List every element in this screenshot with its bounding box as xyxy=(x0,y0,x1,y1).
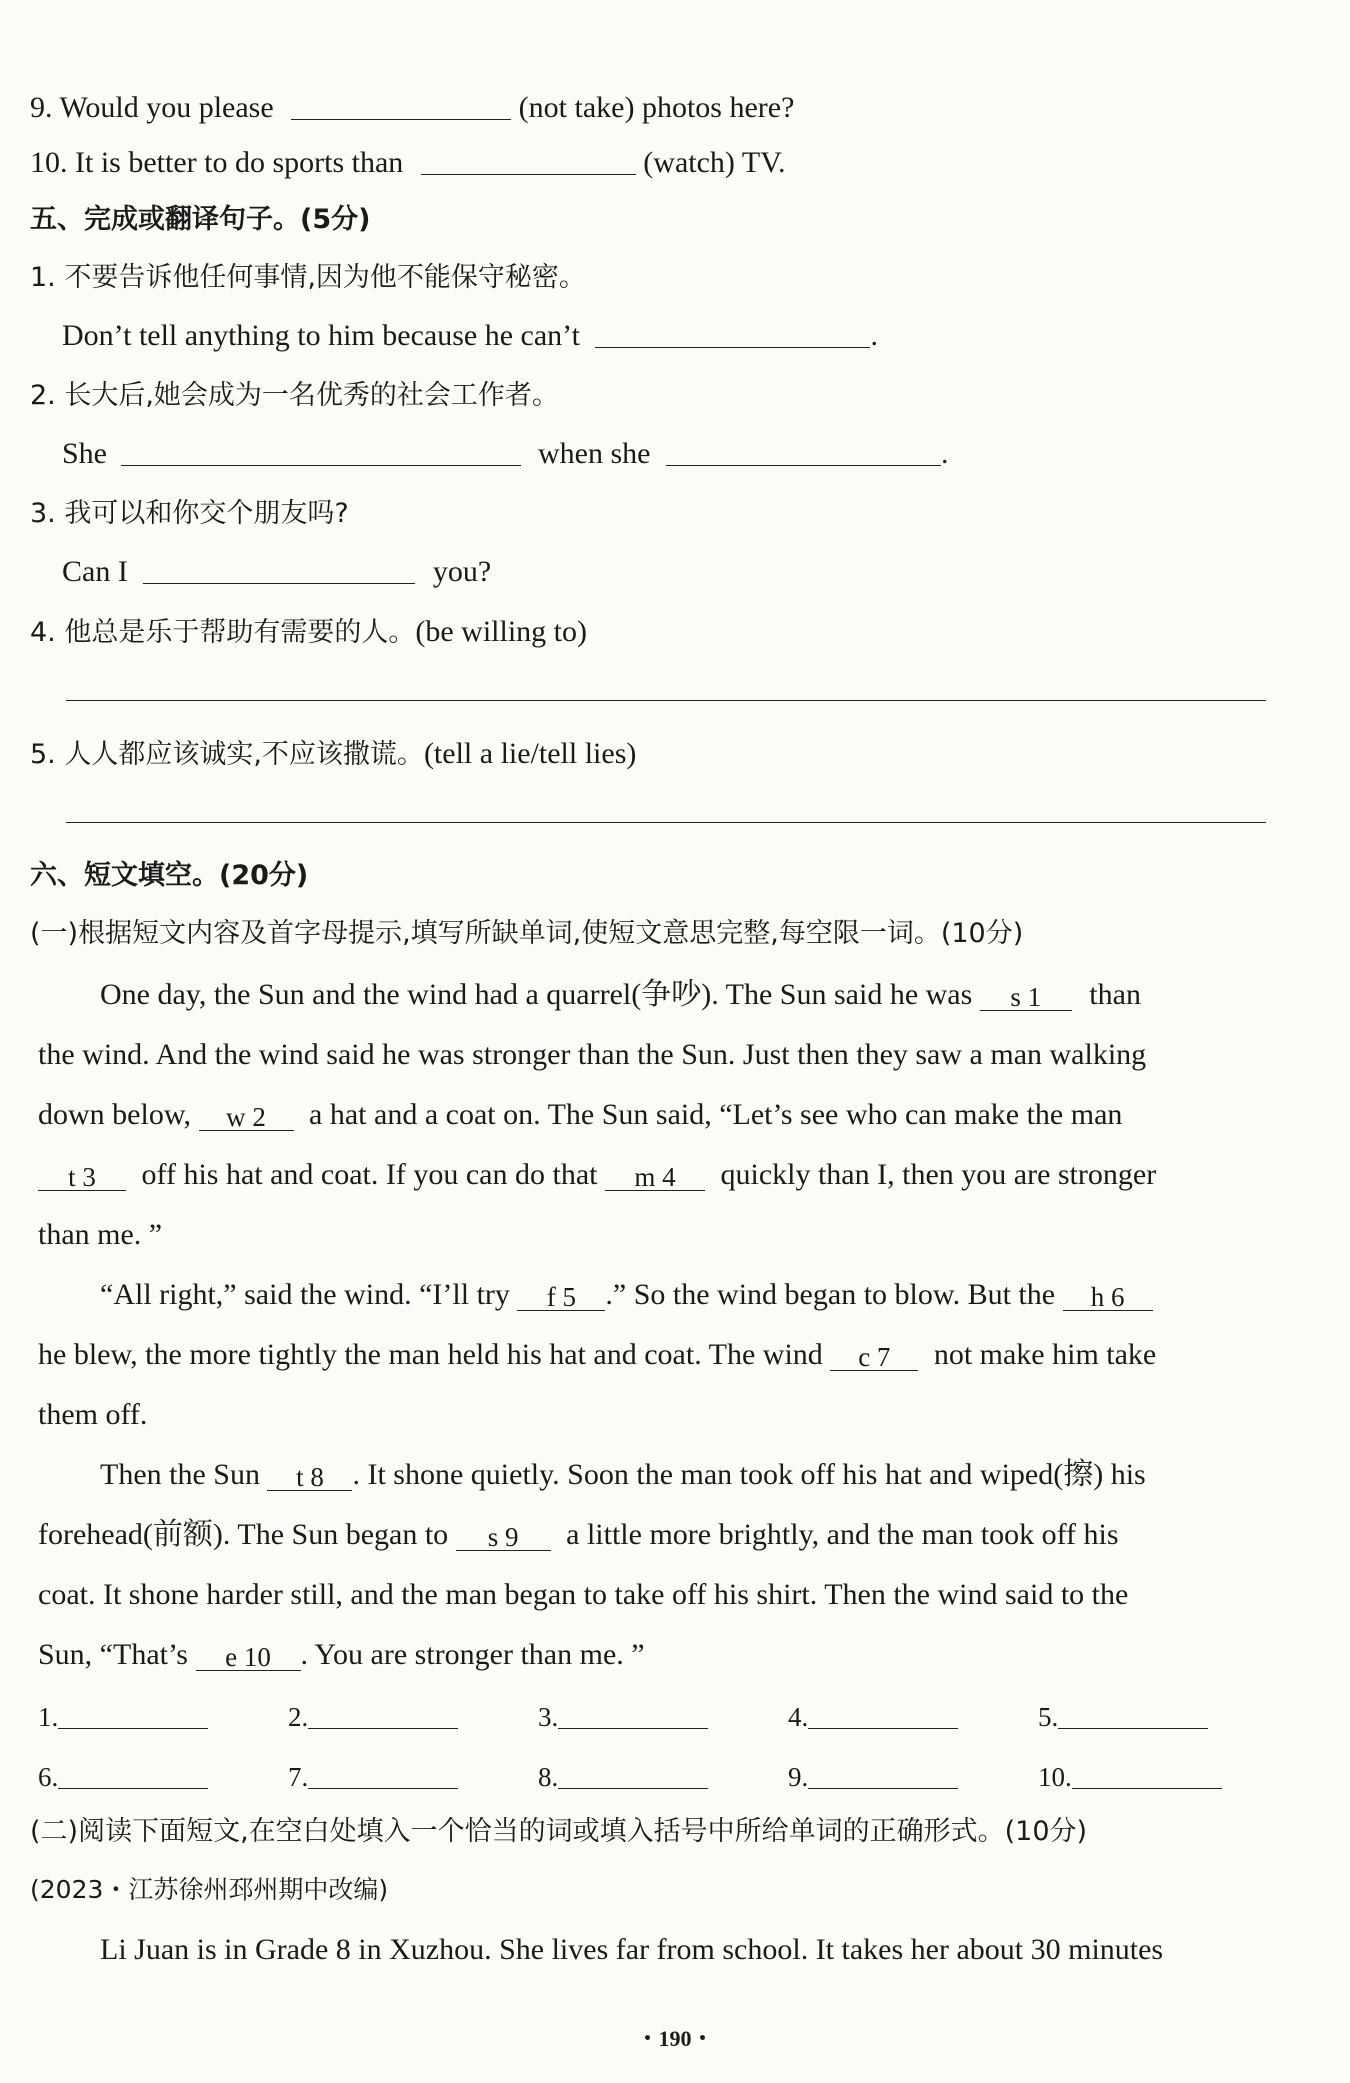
passage-l10b: a little more brightly, and the man took off his xyxy=(566,1518,1119,1551)
answer-line-t5[interactable] xyxy=(66,822,1266,823)
t4-chinese: 4. 他总是乐于帮助有需要的人。 xyxy=(30,617,416,648)
answer-label: 7. xyxy=(288,1762,309,1792)
answer-item[interactable] xyxy=(1038,1757,1222,1793)
answer-label: 8. xyxy=(538,1762,559,1792)
passage-blank-9[interactable]: s 9 xyxy=(456,1520,551,1551)
q10-hint: (watch) TV. xyxy=(643,146,786,179)
passage-blank-2[interactable]: w 2 xyxy=(199,1100,294,1131)
answer-item[interactable] xyxy=(538,1697,708,1733)
answer-item[interactable] xyxy=(788,1757,958,1793)
passage-line-4 xyxy=(38,1155,1350,1195)
passage-l4a: off his hat and coat. If you can do that xyxy=(141,1158,598,1191)
passage-l3a: down below, xyxy=(38,1098,192,1131)
answer-blank[interactable] xyxy=(58,1760,208,1789)
translation-2-english xyxy=(62,434,1350,474)
answer-label: 3. xyxy=(538,1702,559,1732)
answer-blank[interactable] xyxy=(558,1760,708,1789)
passage-l9b: . It shone quietly. Soon the man took off his hat and wiped(擦) his xyxy=(352,1458,1146,1491)
passage-line-5: than me. ” xyxy=(38,1218,163,1251)
answer-blank-t2-b[interactable] xyxy=(666,437,941,466)
answer-blank-t2-a[interactable] xyxy=(121,437,521,466)
passage-blank-3[interactable]: t 3 xyxy=(38,1160,126,1191)
passage-l10a: forehead(前额). The Sun began to xyxy=(38,1518,449,1551)
q9-text: 9. Would you please xyxy=(30,91,274,124)
part2-passage-line-1: Li Juan is in Grade 8 in Xuzhou. She lives far from school. It takes her about 30 minutes xyxy=(100,1933,1164,1966)
q9-hint: (not take) photos here? xyxy=(518,91,795,124)
t2-end: . xyxy=(940,437,949,470)
t5-hint: (tell a lie/tell lies) xyxy=(423,737,637,770)
answer-blank-q9[interactable] xyxy=(291,91,511,120)
passage-line-9 xyxy=(100,1455,1350,1495)
section-5-title: 五、完成或翻译句子。(5分) xyxy=(30,204,371,235)
passage-l1a: One day, the Sun and the wind had a quarrel(争吵). The Sun said he was xyxy=(100,978,973,1011)
t1-prefix: Don’t tell anything to him because he can’t xyxy=(62,319,580,352)
answer-label: 6. xyxy=(38,1762,59,1792)
passage-line-8: them off. xyxy=(38,1398,148,1431)
answer-blank[interactable] xyxy=(1058,1700,1208,1729)
t4-hint: (be willing to) xyxy=(415,615,587,648)
passage-line-12 xyxy=(38,1635,1350,1675)
answer-label: 1. xyxy=(38,1702,59,1732)
answer-label: 10. xyxy=(1038,1762,1072,1792)
t2-when-she: when she xyxy=(538,437,651,470)
answer-item[interactable] xyxy=(38,1757,208,1793)
t3-can-i: Can I xyxy=(62,555,128,588)
passage-line-2: the wind. And the wind said he was stronger than the Sun. Just then they saw a man walking xyxy=(38,1038,1147,1071)
passage-blank-10[interactable]: e 10 xyxy=(196,1640,301,1671)
passage-line-1 xyxy=(100,975,1350,1015)
passage-l7b: not make him take xyxy=(933,1338,1157,1371)
section-6-part2-title: (二)阅读下面短文,在空白处填入一个恰当的词或填入括号中所给单词的正确形式。(10分) xyxy=(30,1816,1088,1847)
page-number: ・190・ xyxy=(636,2026,714,2051)
part2-source: (2023・江苏徐州邳州期中改编) xyxy=(30,1875,389,1904)
passage-l12b: . You are stronger than me. ” xyxy=(300,1638,645,1671)
translation-1-chinese: 1. 不要告诉他任何事情,因为他不能保守秘密。 xyxy=(30,262,586,293)
passage-blank-5[interactable]: f 5 xyxy=(517,1280,605,1311)
passage-blank-4[interactable]: m 4 xyxy=(605,1160,705,1191)
translation-4 xyxy=(30,612,1350,653)
answer-blank-t1[interactable] xyxy=(595,319,870,348)
passage-l6a: “All right,” said the wind. “I’ll try xyxy=(100,1278,510,1311)
t1-end: . xyxy=(870,319,878,352)
passage-blank-1[interactable]: s 1 xyxy=(980,980,1072,1011)
answer-item[interactable] xyxy=(38,1697,208,1733)
translation-2-chinese: 2. 长大后,她会成为一名优秀的社会工作者。 xyxy=(30,380,559,411)
answer-blank[interactable] xyxy=(808,1700,958,1729)
passage-l6b: .” So the wind began to blow. But the xyxy=(605,1278,1056,1311)
passage-blank-7[interactable]: c 7 xyxy=(830,1340,918,1371)
passage-line-6 xyxy=(100,1275,1350,1315)
passage-l3b: a hat and a coat on. The Sun said, “Let’s see who can make the man xyxy=(309,1098,1123,1131)
t2-she: She xyxy=(62,437,107,470)
answer-label: 2. xyxy=(288,1702,309,1732)
translation-3-english xyxy=(62,552,1350,592)
answer-blank[interactable] xyxy=(308,1700,458,1729)
passage-blank-6[interactable]: h 6 xyxy=(1063,1280,1153,1311)
question-10 xyxy=(30,143,1350,183)
question-9 xyxy=(30,88,1350,128)
passage-line-10 xyxy=(38,1515,1350,1555)
answer-label: 4. xyxy=(788,1702,809,1732)
translation-5 xyxy=(30,734,1350,775)
t3-you: you? xyxy=(432,555,492,588)
answer-blank[interactable] xyxy=(58,1700,208,1729)
answer-line-t4[interactable] xyxy=(66,700,1266,701)
passage-blank-8[interactable]: t 8 xyxy=(267,1460,352,1491)
passage-l4b: quickly than I, then you are stronger xyxy=(720,1158,1157,1191)
passage-line-11: coat. It shone harder still, and the man began to take off his shirt. Then the wind said to the xyxy=(38,1578,1129,1611)
passage-l1b: than xyxy=(1089,978,1141,1011)
answer-item[interactable] xyxy=(1038,1697,1208,1733)
answer-blank[interactable] xyxy=(558,1700,708,1729)
answer-item[interactable] xyxy=(288,1757,458,1793)
section-6-part1-title: (一)根据短文内容及首字母提示,填写所缺单词,使短文意思完整,每空限一词。(10分) xyxy=(30,918,1024,949)
answer-item[interactable] xyxy=(538,1757,708,1793)
answer-label: 9. xyxy=(788,1762,809,1792)
passage-l7a: he blew, the more tightly the man held his hat and coat. The wind xyxy=(38,1338,823,1371)
q10-text: 10. It is better to do sports than xyxy=(30,146,404,179)
section-6-title: 六、短文填空。(20分) xyxy=(30,860,309,891)
answer-blank[interactable] xyxy=(1072,1760,1222,1789)
answer-label: 5. xyxy=(1038,1702,1059,1732)
answer-blank-t3[interactable] xyxy=(143,555,415,584)
answer-blank-q10[interactable] xyxy=(421,146,636,175)
answer-item[interactable] xyxy=(288,1697,458,1733)
translation-1-english xyxy=(62,316,1350,356)
answer-blank[interactable] xyxy=(308,1760,458,1789)
t5-chinese: 5. 人人都应该诚实,不应该撒谎。 xyxy=(30,739,424,770)
passage-l9a: Then the Sun xyxy=(100,1458,260,1491)
passage-line-3 xyxy=(38,1095,1350,1135)
passage-line-7 xyxy=(38,1335,1350,1375)
answer-item[interactable] xyxy=(788,1697,958,1733)
passage-l12a: Sun, “That’s xyxy=(38,1638,188,1671)
answer-blank[interactable] xyxy=(808,1760,958,1789)
translation-3-chinese: 3. 我可以和你交个朋友吗? xyxy=(30,498,349,529)
